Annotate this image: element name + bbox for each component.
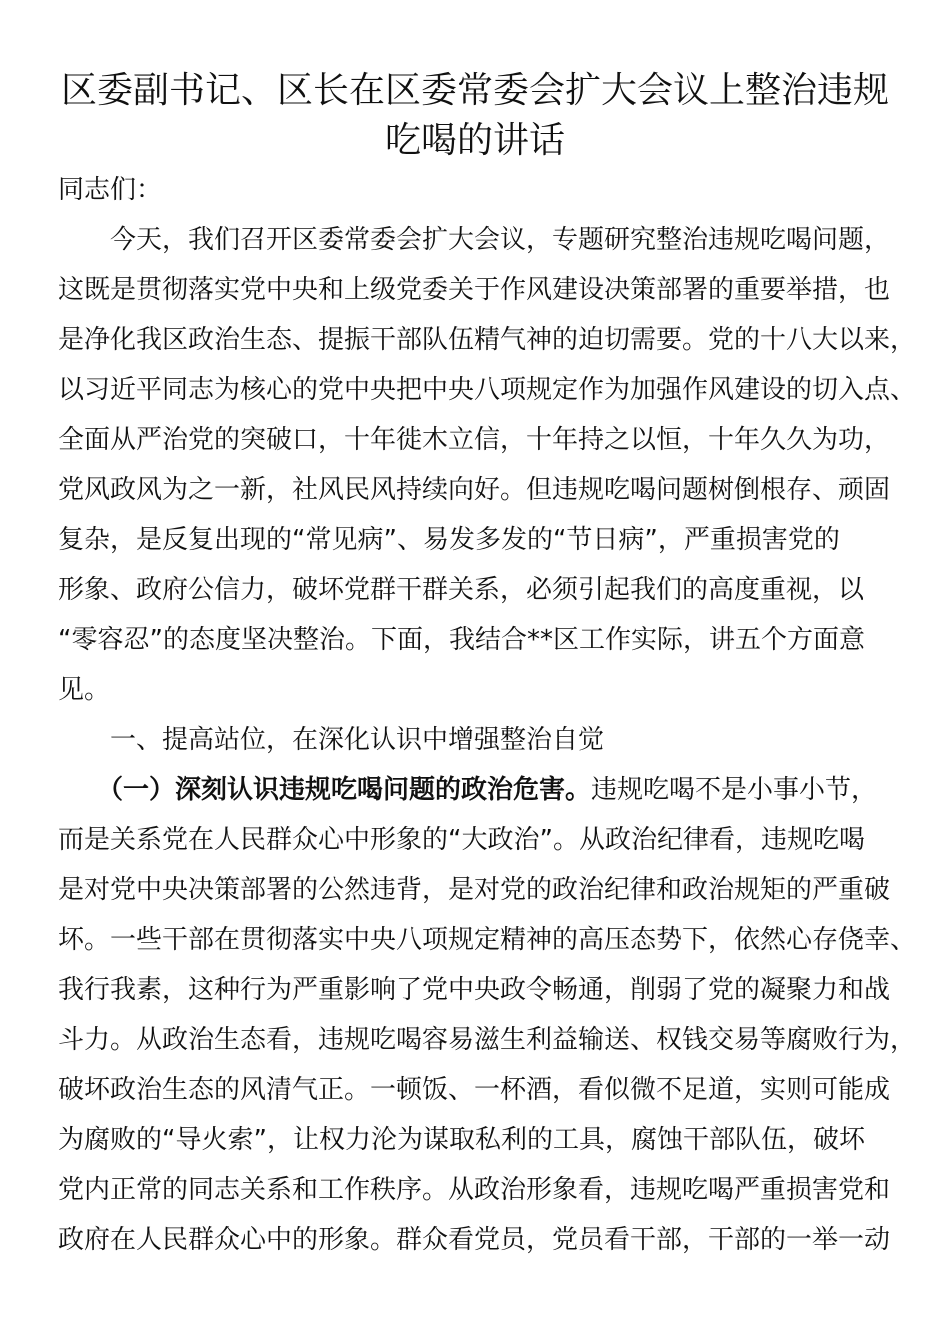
body-line: 全面从严治党的突破口，十年徙木立信，十年持之以恒，十年久久为功， [58, 425, 891, 455]
body-line: 破坏政治生态的风清气正。一顿饭、一杯酒，看似微不足道，实则可能成 [58, 1075, 891, 1105]
document-title-line-1: 区委副书记、区长在区委常委会扩大会议上整治违规 [60, 70, 889, 111]
document-title-line-2: 吃喝的讲话 [384, 120, 565, 161]
body-line: 今天，我们召开区委常委会扩大会议，专题研究整治违规吃喝问题， [58, 225, 891, 255]
body-line: 政府在人民群众心中的形象。群众看党员，党员看干部，干部的一举一动 [58, 1225, 891, 1255]
body-line: 坏。一些干部在贯彻落实中央八项规定精神的高压态势下，依然心存侥幸、 [58, 925, 917, 955]
body-line: 党内正常的同志关系和工作秩序。从政治形象看，违规吃喝严重损害党和 [58, 1175, 891, 1205]
body-line: 我行我素，这种行为严重影响了党中央政令畅通，削弱了党的凝聚力和战 [58, 975, 891, 1005]
subsection-heading: （一）深刻认识违规吃喝问题的政治危害。 [58, 775, 592, 805]
section-heading: 一、提高站位，在深化认识中增强整治自觉 [58, 725, 605, 755]
body-line: “零容忍”的态度坚决整治。下面，我结合**区工作实际，讲五个方面意 [58, 625, 865, 655]
subsection-lead: 违规吃喝不是小事小节， [591, 775, 878, 805]
body-line: 这既是贯彻落实党中央和上级党委关于作风建设决策部署的重要举措，也 [58, 275, 891, 305]
body-line: 见。 [58, 675, 111, 705]
body-line: 复杂，是反复出现的“常见病”、易发多发的“节日病”，严重损害党的 [58, 525, 840, 555]
body-line: 而是关系党在人民群众心中形象的“大政治”。从政治纪律看，违规吃喝 [58, 825, 865, 855]
salutation: 同志们： [58, 175, 163, 205]
body-line: 是对党中央决策部署的公然违背，是对党的政治纪律和政治规矩的严重破 [58, 875, 891, 905]
body-line: 为腐败的“导火索”，让权力沦为谋取私利的工具，腐蚀干部队伍，破坏 [58, 1125, 865, 1155]
body-line: 斗力。从政治生态看，违规吃喝容易滋生利益输送、权钱交易等腐败行为， [58, 1025, 917, 1055]
subsection-first-line [58, 773, 877, 807]
body-line: 党风政风为之一新，社风民风持续向好。但违规吃喝问题树倒根存、顽固 [58, 475, 891, 505]
body-line: 以习近平同志为核心的党中央把中央八项规定作为加强作风建设的切入点、 [58, 375, 917, 405]
body-line: 是净化我区政治生态、提振干部队伍精气神的迫切需要。党的十八大以来， [58, 325, 917, 355]
body-line: 形象、政府公信力，破坏党群干群关系，必须引起我们的高度重视，以 [58, 575, 865, 605]
